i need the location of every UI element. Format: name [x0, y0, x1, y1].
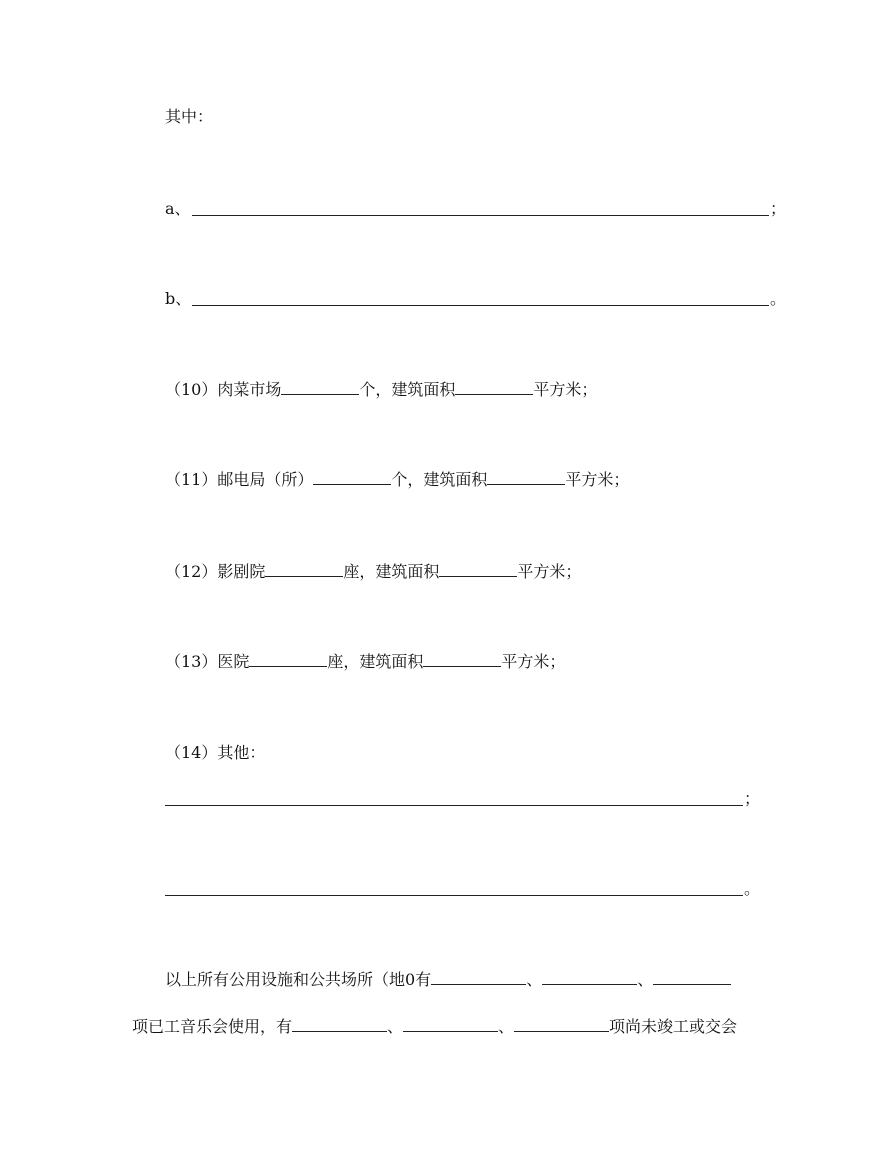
item-12-area-blank[interactable] [439, 560, 517, 577]
summary-blank-1[interactable] [431, 968, 526, 985]
item-12-unit: 座 [343, 562, 360, 581]
item-11-unit: 个 [391, 470, 408, 489]
item-10-mid: ，建筑面积 [375, 380, 456, 399]
sub-item-a-prefix: a、 [165, 199, 191, 218]
summary-blank-4[interactable] [292, 1015, 387, 1032]
summary-line-1 [165, 968, 731, 990]
sub-item-a-blank[interactable] [192, 215, 769, 216]
item-11-mid: ，建筑面积 [407, 470, 488, 489]
summary-sep-4: 、 [498, 1017, 515, 1036]
item-14-label-text: （14）其他： [165, 743, 266, 762]
item-14-blank-2[interactable] [165, 895, 743, 896]
item-12-num: （12） [165, 562, 218, 581]
item-12-name: 影剧院 [217, 562, 266, 581]
heading-text: 其中： [165, 107, 214, 126]
item-13-area-blank[interactable] [423, 650, 501, 667]
item-10-tail: 平方米； [533, 380, 598, 399]
item-11-tail: 平方米； [565, 470, 630, 489]
item-10-area-blank[interactable] [455, 378, 533, 395]
item-10 [165, 378, 597, 400]
summary-line-2 [132, 1015, 737, 1037]
item-12-mid: ，建筑面积 [359, 562, 440, 581]
summary-sep-1: 、 [526, 970, 543, 989]
sub-item-b [165, 288, 191, 310]
summary-blank-6[interactable] [514, 1015, 609, 1032]
item-11-count-blank[interactable] [313, 468, 391, 485]
item-11 [165, 468, 629, 490]
summary-line-2-text-a: 项已工音乐会使用，有 [132, 1017, 293, 1036]
sub-item-a-end: ； [770, 199, 787, 218]
item-13-count-blank[interactable] [249, 650, 327, 667]
summary-sep-2: 、 [637, 970, 654, 989]
item-11-name: 邮电局（所） [217, 470, 314, 489]
item-10-unit: 个 [359, 380, 376, 399]
summary-blank-3[interactable] [653, 968, 731, 985]
item-14-end-2: 。 [744, 879, 761, 898]
item-13-unit: 座 [327, 652, 344, 671]
item-13 [165, 650, 565, 672]
item-13-num: （13） [165, 652, 218, 671]
summary-line-1-text: 以上所有公用设施和公共场所（地0有 [165, 970, 432, 989]
item-12-count-blank[interactable] [265, 560, 343, 577]
sub-item-b-blank[interactable] [192, 305, 769, 306]
summary-blank-5[interactable] [403, 1015, 498, 1032]
item-13-name: 医院 [217, 652, 250, 671]
summary-blank-2[interactable] [542, 968, 637, 985]
item-12-tail: 平方米； [517, 562, 582, 581]
sub-item-a [165, 198, 191, 220]
sub-item-b-end: 。 [770, 289, 787, 308]
item-12 [165, 560, 581, 582]
summary-line-2-text-b: 项尚未竣工或交会 [609, 1017, 738, 1036]
item-13-tail: 平方米； [501, 652, 566, 671]
item-13-mid: ，建筑面积 [343, 652, 424, 671]
section-heading [165, 106, 213, 128]
item-10-name: 肉菜市场 [217, 380, 282, 399]
item-10-num: （10） [165, 380, 218, 399]
item-14-label [165, 742, 265, 764]
item-11-area-blank[interactable] [487, 468, 565, 485]
summary-sep-3: 、 [387, 1017, 404, 1036]
sub-item-b-prefix: b、 [165, 289, 192, 308]
item-14-blank-1[interactable] [165, 805, 743, 806]
item-14-end-1: ； [744, 789, 761, 808]
item-10-count-blank[interactable] [281, 378, 359, 395]
item-11-num: （11） [165, 470, 218, 489]
